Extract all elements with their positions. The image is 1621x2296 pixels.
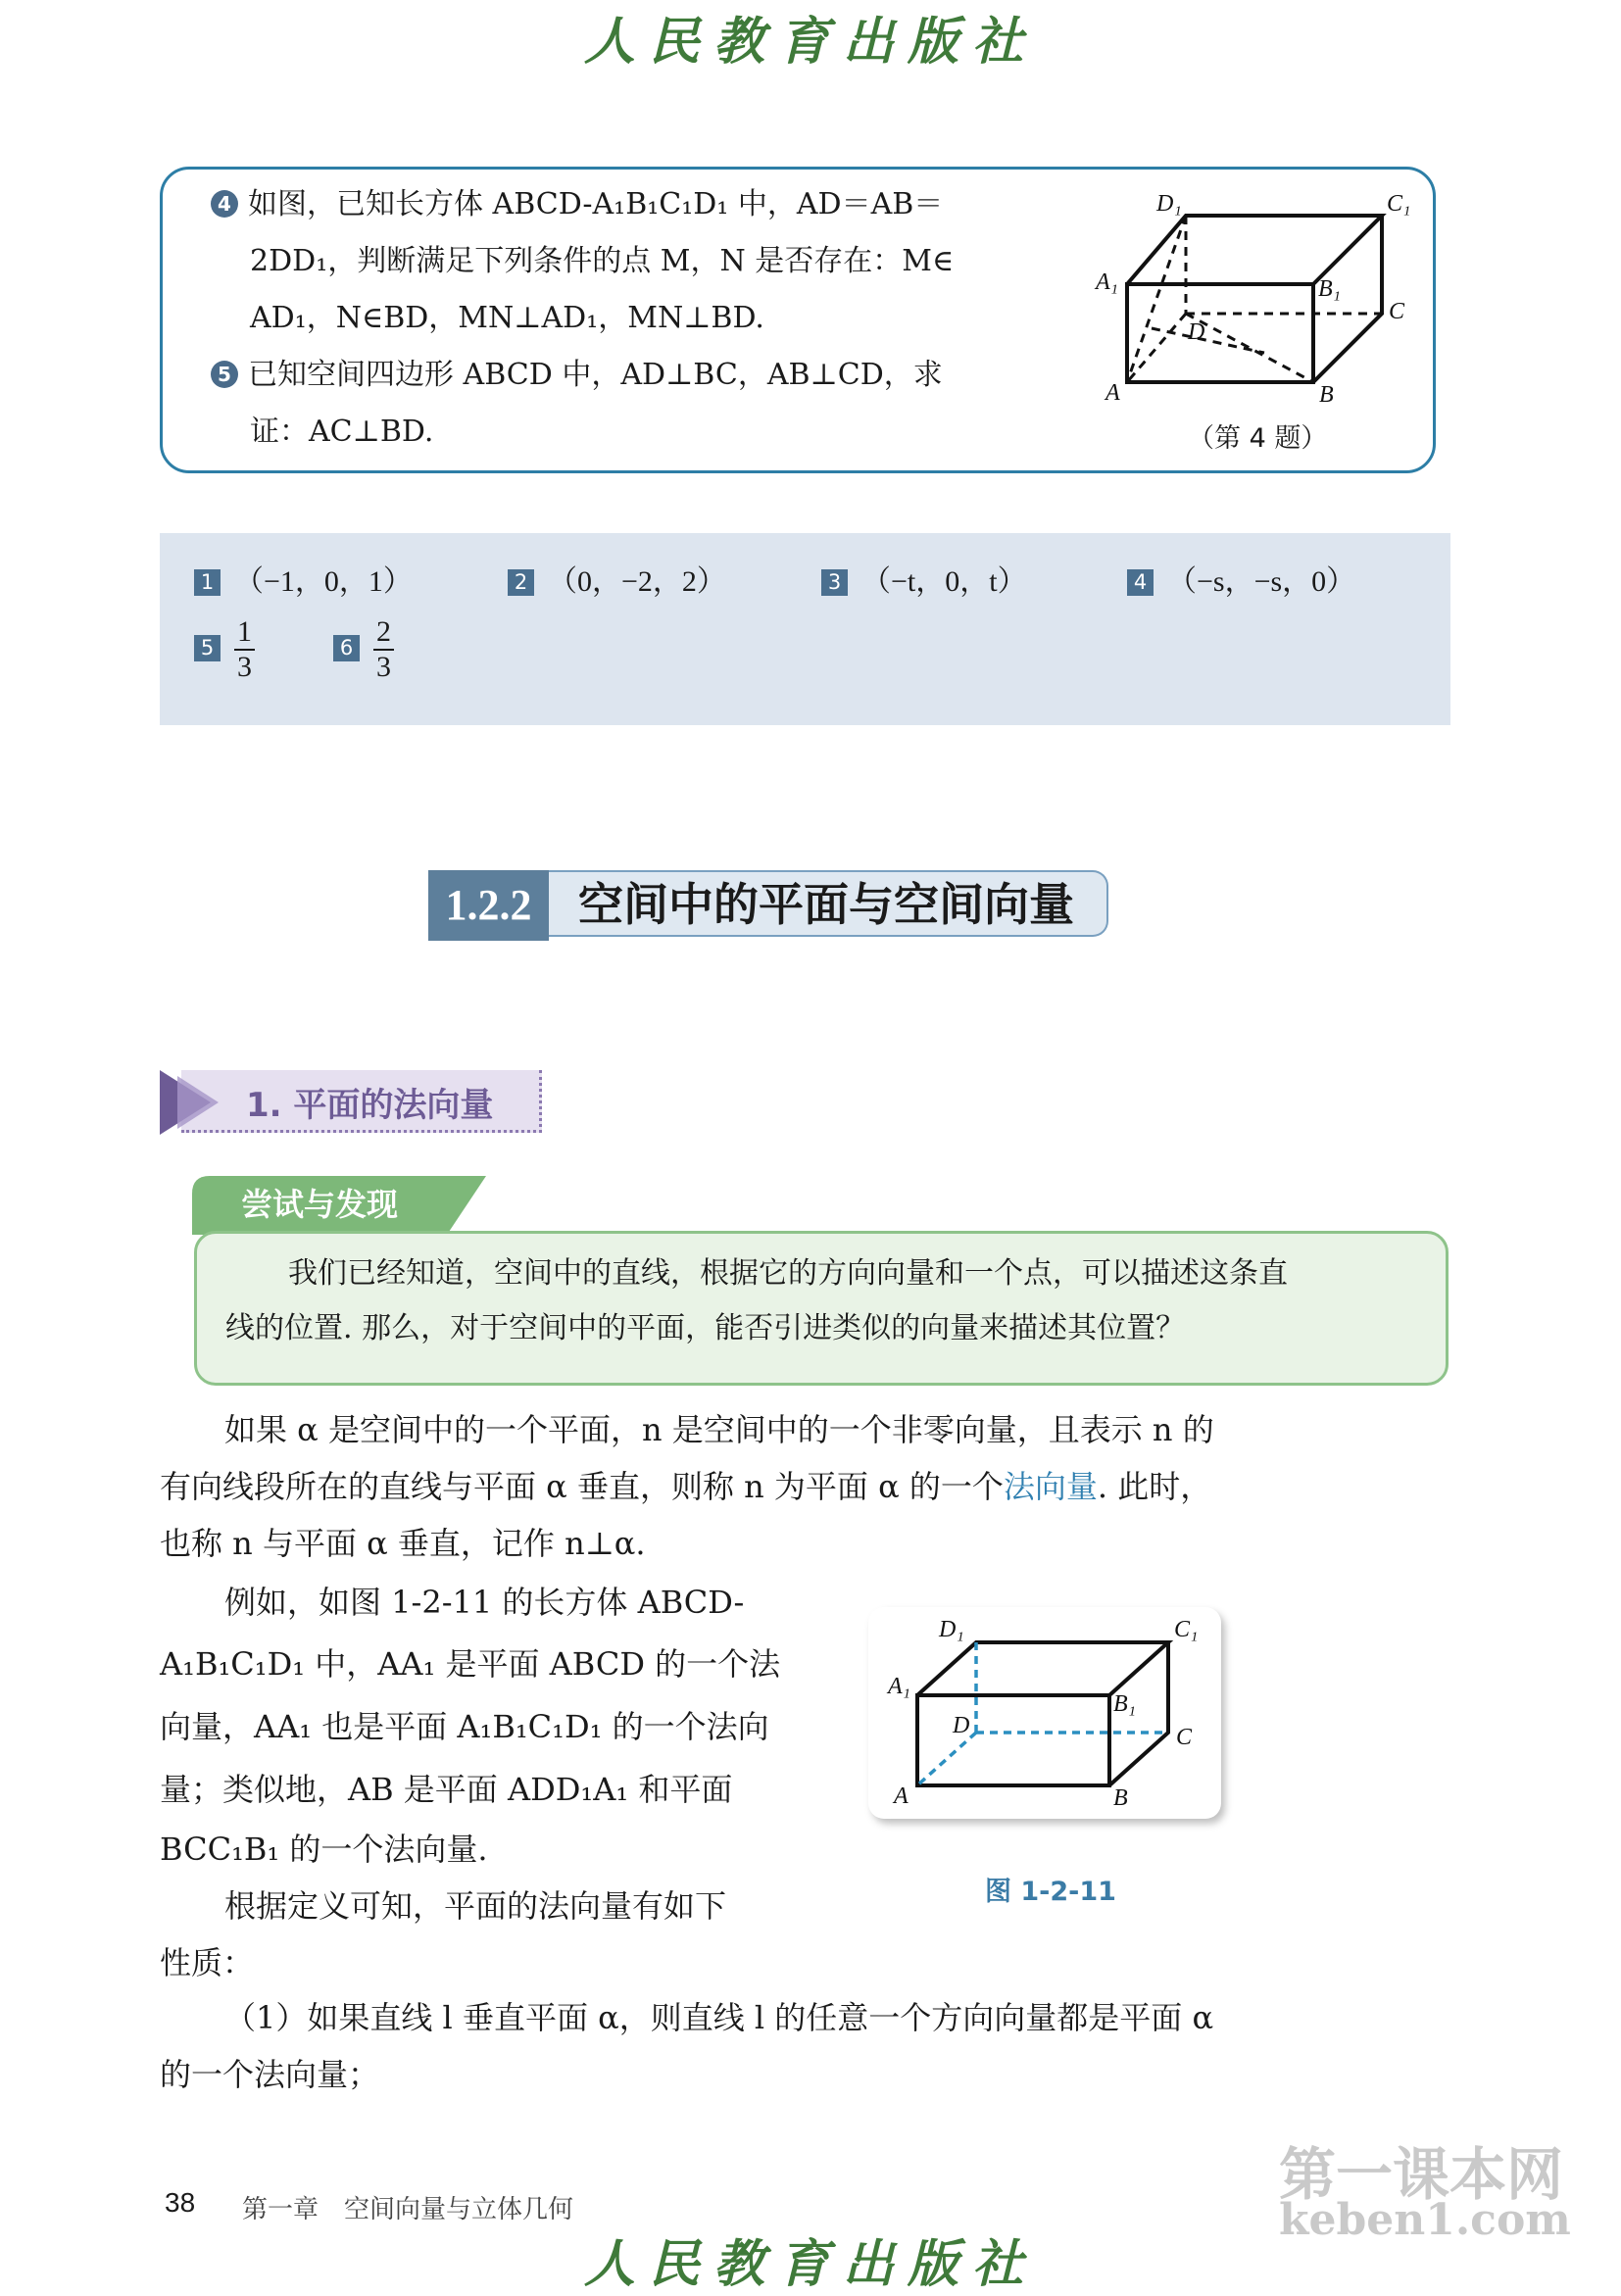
banner-arrow-icon — [160, 1070, 228, 1135]
label-C1: C₁ — [1174, 1617, 1199, 1642]
try-discover-text: 我们已经知道，空间中的直线，根据它的方向向量和一个点，可以描述这条直 线的位置. 那么，对于空间中的平面，能否引进类似的向量来描述其位置？ — [225, 1256, 1288, 1345]
publisher-header: 人民教育出版社 — [583, 12, 1037, 72]
label-A1: A₁ — [888, 1674, 911, 1699]
cuboid-figure-ex4 — [1088, 186, 1431, 412]
label-D1: D₁ — [1156, 191, 1182, 217]
body-paragraph-2: 例如，如图 1-2-11 的长方体 ABCD- A₁B₁C₁D₁ 中，AA₁ 是平面 ABCD 的一个法 向量，AA₁ 也是平面 A₁B₁C₁D₁ 的一个法向 量；类似地，AB 是平面 ADD₁A₁ 和平面 BCC₁B₁ 的一个法向量. 根据定义可知，平面的法向量有如下 性质： — [160, 1584, 781, 1981]
try-discover-label: 尝试与发现 — [241, 1186, 399, 1223]
page-number: 38 — [165, 2187, 196, 2218]
exercise-line: AD₁，N∈BD，MN⊥AD₁，MN⊥BD. — [250, 301, 764, 335]
label-A: A — [1105, 380, 1120, 406]
fraction: $\frac{1}{3}$ — [234, 615, 255, 684]
exercise-number: 5 — [211, 361, 238, 388]
label-D: D — [1188, 319, 1205, 345]
label-A: A — [894, 1783, 909, 1809]
label-B: B — [1319, 382, 1334, 408]
subsection-banner — [160, 1070, 542, 1135]
answer-item: 5 $\frac{1}{3}$ — [194, 615, 255, 684]
label-B1: B₁ — [1318, 276, 1342, 302]
property-1: （1）如果直线 l 垂直平面 α，则直线 l 的任意一个方向向量都是平面 α 的一个法向量； — [160, 1999, 1214, 2093]
body-paragraph-1: 如果 α 是空间中的一个平面，n 是空间中的一个非零向量，且表示 n 的 有向线段所在的直线与平面 α 垂直，则称 n 为平面 α 的一个法向量. 此时， 也称 n 与平面 α 垂直，记作 n⊥α. — [160, 1411, 1214, 1562]
answer-item: 4 （−s，−s，0） — [1127, 557, 1355, 600]
label-D: D — [953, 1713, 970, 1738]
keyword-normal-vector: 法向量 — [1003, 1468, 1098, 1505]
cuboid-figure-1-2-11 — [882, 1617, 1215, 1813]
answer-item: 2 （0，−2，2） — [508, 557, 726, 600]
label-C: C — [1176, 1725, 1193, 1750]
label-C: C — [1389, 299, 1405, 324]
exercise-line: 如图，已知长方体 ABCD-A₁B₁C₁D₁ 中，AD＝AB＝ — [248, 187, 944, 221]
label-B: B — [1113, 1785, 1128, 1811]
answer-item: 1 （−1，0，1） — [194, 557, 413, 600]
figure-caption-ex4: （第 4 题） — [1188, 423, 1328, 454]
exercise-4 — [211, 176, 954, 461]
exercise-line: 证：AC⊥BD. — [250, 415, 434, 449]
answer-item: 6 $\frac{2}{3}$ — [333, 615, 394, 684]
label-D1: D₁ — [939, 1617, 964, 1642]
label-C1: C₁ — [1387, 191, 1411, 217]
answer-item: 3 （−t，0，t） — [821, 557, 1027, 600]
label-B1: B₁ — [1113, 1691, 1137, 1717]
exercise-line: 2DD₁，判断满足下列条件的点 M，N 是否存在：M∈ — [250, 244, 955, 278]
section-title: 空间中的平面与空间向量 — [549, 870, 1108, 937]
exercise-line: 已知空间四边形 ABCD 中，AD⊥BC，AB⊥CD，求 — [248, 358, 943, 392]
watermark-url: keben1.com — [1279, 2195, 1571, 2245]
label-A1: A₁ — [1096, 269, 1119, 295]
publisher-footer: 人民教育出版社 — [583, 2234, 1037, 2294]
chapter-title: 第一章 空间向量与立体几何 — [242, 2195, 574, 2224]
section-number: 1.2.2 — [428, 870, 549, 941]
subsection-title: 1. 平面的法向量 — [246, 1086, 494, 1125]
exercise-number: 4 — [211, 190, 238, 218]
watermark-text: 第一课本网 — [1279, 2141, 1564, 2208]
figure-caption-1-2-11: 图 1-2-11 — [985, 1877, 1116, 1907]
fraction: $\frac{2}{3}$ — [373, 615, 394, 684]
